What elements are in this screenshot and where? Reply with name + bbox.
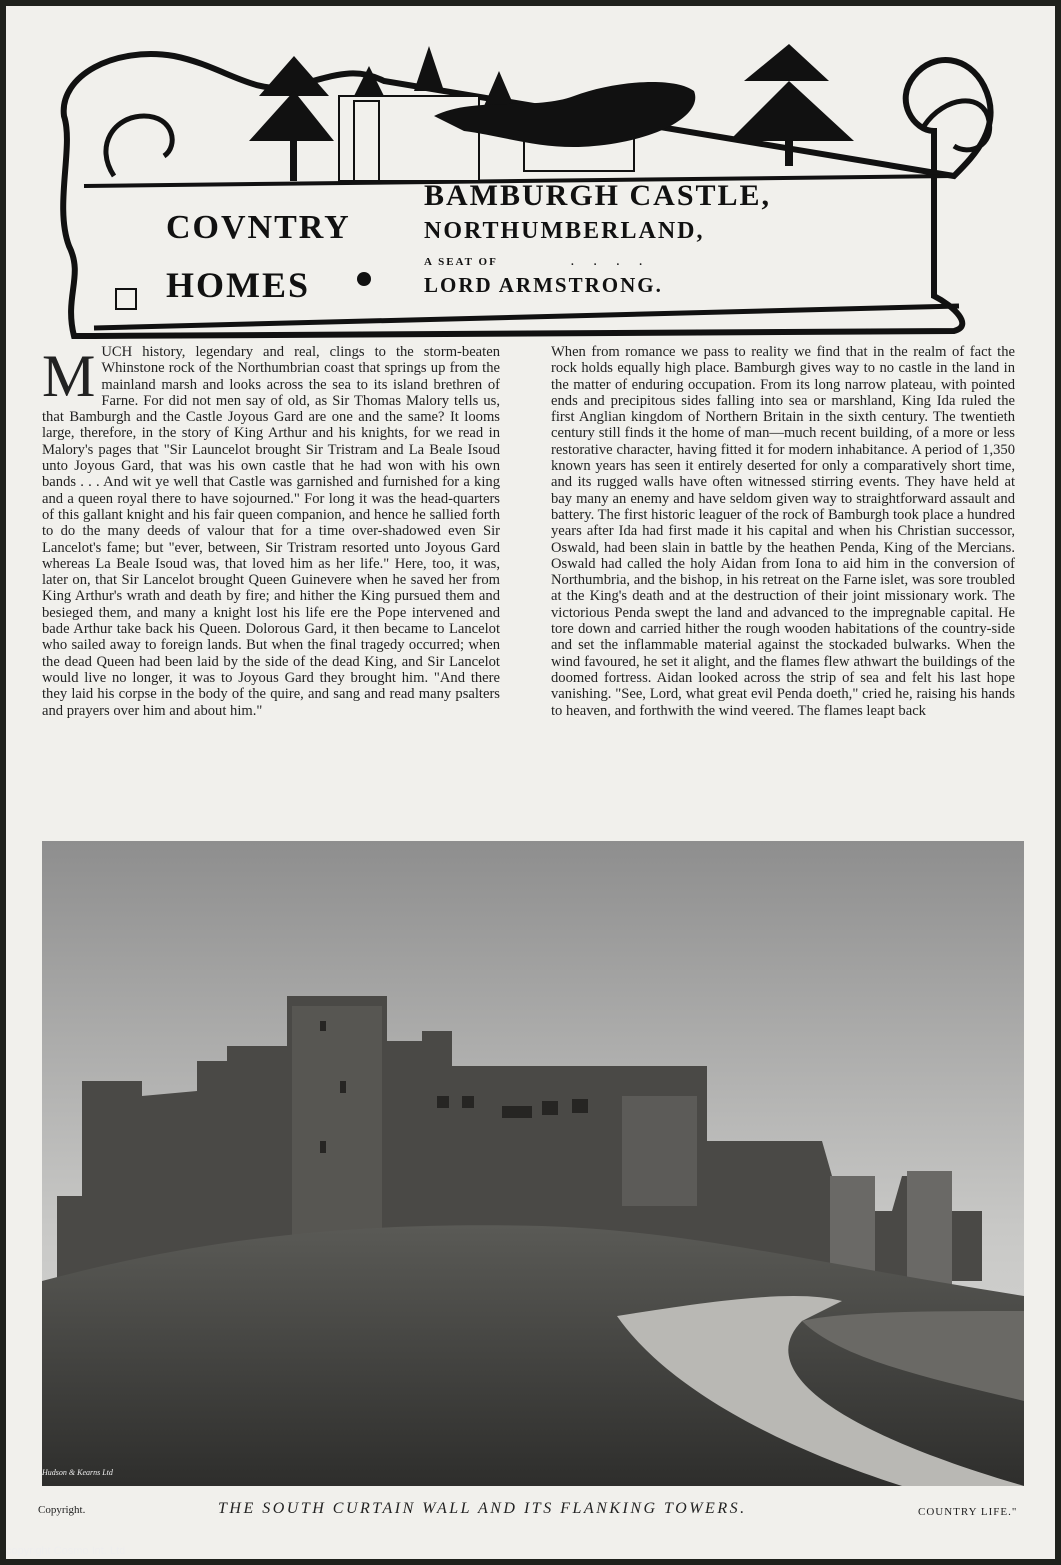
watermark: copyright Cosmo Int. Ltd	[6, 1545, 126, 1557]
article-column-right: When from romance we pass to reality we find that in the realm of fact the rock holds equally high place. Bamburgh gives way to no castle in the land in the matter of enduring occupation. From its long narrow plateau, with pointed ends and precipitous sides falling into sea or marshland, King Ida ruled the first Anglian kingdom of Northern Britain in the sixth century. The twentieth century still finds it the home of man—much recent building, of a more or less restorative character, having fitted it for modern inhabitance. A period of 1,350 known years has seen it entirely deserted for only a comparatively short time, and its rugged walls have often witnessed stirring events. They have held at bay many an enemy and have seldom given way to straightforward assault and battery. The first historic leaguer of the rock of Bamburgh took place a hundred years after Ida had first made it his capital and when his Christian successor, Oswald, had been slain in battle by the heathen Penda, King of the Mercians. Oswald had called the holy Aidan from Iona to aid him in the conversion of Northumbria, and the bishop, in his retreat on the Farne islet, was sore troubled at the King's death and at the destruction of their joint missionary work. The victorious Penda swept the land and advanced to the impregnable capital. He tore down and carried hither the rough wooden habitations of the country-side and set the inflammable material against the stockaded bulwarks. When the wind favoured, he set it alight, and the flames flew athwart the buildings of the doomed fortress. Aidan looked across the strip of sea and felt his last hope vanishing. "See, Lord, what great evil Penda doeth," cried he, raising his hands to heaven, and forthwith the wind veered. The flames leapt back	[551, 344, 1015, 719]
seat-label: A SEAT OF	[424, 256, 498, 268]
photo-credit: Hudson & Kearns Ltd	[42, 1468, 113, 1477]
magazine-page	[6, 6, 1055, 1559]
header-homes: HOMES	[166, 265, 311, 305]
article-county: NORTHUMBERLAND,	[424, 218, 705, 244]
left-column-text: UCH history, legendary and real, clings to the storm-beaten Whinstone rock of the Northumbrian coast that springs up from the mainland marsh and looks across the sea to its island brethren of Farne. For did not men say of old, as Sir Thomas Malory tells us, that Bamburgh and the Castle Joyous Gard are one and the same? It looms large, therefore, in the story of King Arthur and his knights, for we read in Malory's pages that "Sir Launcelot brought Sir Tristram and La Beale Isoud unto Joyous Gard, that was his own castle that he had won with his own bands . . . And wit ye well that Castle was garnished and furnished for a king and a queen royal there to have sojourned." For long it was the head-quarters of this gallant knight and his fair queen companion, and hence he sallied forth to do the many deeds of valour that for a time over-shadowed even Sir Lancelot's fame; but "ever, between, Sir Tristram resorted unto Joyous Gard whereas La Beale Isoud was, that loved him as her life." Here, too, it was, later on, that Sir Lancelot brought Queen Guinevere when he saved her from King Arthur's wrath and death by fire; and hither the King pursued them and besieged them, and many a knight lost his life ere the Pope intervened and bade Arthur take back his Queen. Dolorous Gard, it then became to Lancelot who sailed away to foreign lands. But when the final tragedy occurred; when the dead Queen had been laid by the side of the dead King, and Sir Lancelot would live no longer, it was to Joyous Gard they brought him. "And there they laid his corpse in the body of the quire, and sang and read many psalters and prayers over him and about him."	[42, 344, 500, 719]
copyright-label: Copyright.	[38, 1504, 86, 1516]
castle-photograph	[42, 841, 1024, 1486]
source-label: COUNTRY LIFE."	[918, 1506, 1018, 1518]
article-column-left	[42, 344, 500, 719]
header-country: COVNTRY	[166, 209, 351, 246]
seat-dots: ....	[571, 256, 662, 268]
article-title: BAMBURGH CASTLE,	[424, 179, 772, 212]
photo-caption: THE SOUTH CURTAIN WALL AND ITS FLANKING TOWERS.	[218, 1500, 747, 1517]
drop-cap: M	[42, 343, 96, 409]
article-owner: LORD ARMSTRONG.	[424, 273, 663, 297]
